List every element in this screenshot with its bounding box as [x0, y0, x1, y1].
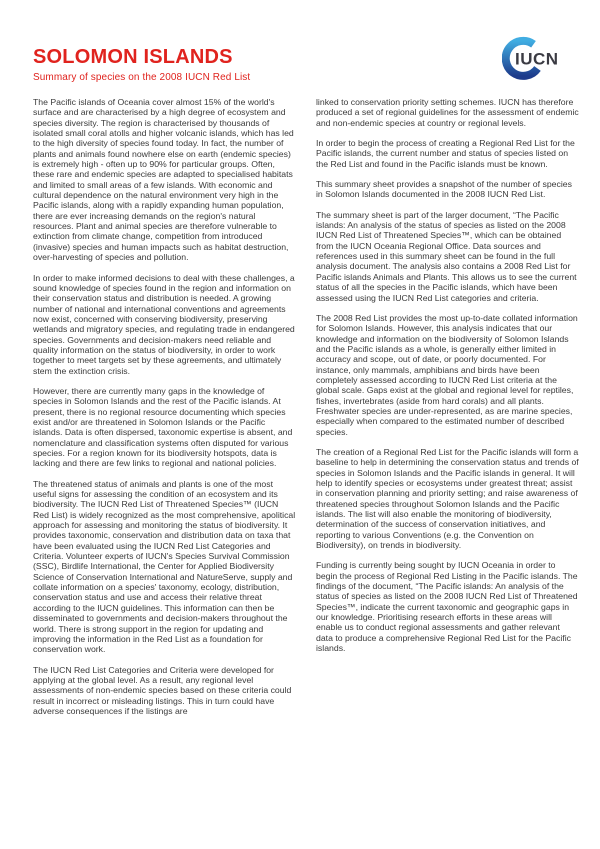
paragraph: Funding is currently being sought by IUCN Oceania in order to begin the process of Regional Red Listing in the Pacific islands. The findings of the document, “The Pacific islands: An analysis of the status of species as listed on the 2008 IUCN Red List of Threatened Species™, indicate the current taxonomic and geographic gaps in our knowledge. Prioritising research efforts in these areas will enable us to conduct regional assessments and gather relevant data to produce a comprehensive Regional Red List for the Pacific islands.: [316, 560, 578, 654]
body-columns: [33, 97, 579, 726]
paragraph: In order to begin the process of creating a Regional Red List for the Pacific islands, the current number and status of species listed on the Red List and found in the Pacific islands must be known.: [316, 138, 575, 169]
paragraph: The 2008 Red List provides the most up-to-date collated information for Solomon Islands. However, this analysis indicates that our knowledge and information on the biodiversity of Solomon Islands and the Pacific islands as a whole, is generally either limited in accuracy and scope, out of date, or poorly documented. For instance, only mammals, amphibians and birds have been completely assessed according to IUCN Red List criteria at the global scale. Gaps exist at the global and regional level for reptiles, fishes, invertebrates (aside from hard corals) and all plants. Freshwater species are under-represented, as are marine species, especially when compared to the estimated number of described species.: [316, 312, 578, 437]
paragraph: The threatened status of animals and plants is one of the most useful signs for assessing the condition of an ecosystem and its biodiversity. The IUCN Red List of Threatened Species™ (IUCN Red List) is widely recognized as the most comprehensive, apolitical approach for assessing and monitoring the status of biodiversity. It provides taxonomic, conservation and distribution data on taxa that have been evaluated using the IUCN Red List Categories and Criteria. Volunteer experts of IUCN's Species Survival Commission (SSC), Birdlife International, the Center for Applied Biodiversity Science of Conservation International and NatureServe, supply and collate information on a species' taxonomy, ecology, distribution, conservation status and use and access their relative threat according to the IUCN guidelines. This information can then be disseminated to governments and decision-makers throughout the world. There is strong support in the region for updating and improving the information in the Red List as a foundation for conservation work.: [33, 478, 296, 655]
paragraph: This summary sheet provides a snapshot of the number of species in Solomon Islands documented in the 2008 IUCN Red List.: [316, 179, 572, 200]
right-column: [316, 97, 579, 726]
paragraph: The Pacific islands of Oceania cover almost 15% of the world's surface and are characterised by a high degree of ecosystem and species diversity. The region is characterised by thousands of isolated small coral atolls and higher volcanic islands, which has led to the high diversity of species found today. In fact, the number of plants and animals found nowhere else on earth (endemic species) is extremely high - often up to 90% for particular groups. Often, these rare and endemic species are adapted to specialised habitats and limited to small areas of a few islands. With economic and cultural dependence on the natural environment very high in the Pacific islands, along with a rapidly expanding human population, there are ever increasing demands on the region's natural resources. Plant and animal species are therefore vulnerable to extinction from climate change, competition from introduced (invasive) species and human impacts such as habitat destruction, over-harvesting of species and pollution.: [33, 97, 294, 263]
paragraph: In order to make informed decisions to deal with these challenges, a sound knowledge of species found in the region and information on their conservation status and distribution is needed. A growing number of national and international conventions and agreements now exist, concerned with conserving biodiversity, preserving wetlands and migratory species, and regulating trade in endangered species. Governments and decision-makers need reliable and quality information on the status of biodiversity, in order to work together to meet targets set by these agreements, and ultimately stem the extinction crisis.: [33, 272, 295, 376]
page-subtitle: Summary of species on the 2008 IUCN Red List: [33, 72, 251, 83]
paragraph: The creation of a Regional Red List for the Pacific islands will form a baseline to help in determining the conservation status and trends of species in Solomon Islands and the Pacific islands in general. It will help to identify species or ecosystems under greatest threat; assist in conservation planning and priority setting; and raise awareness of threatened species throughout Solomon Islands and the Pacific islands. The list will also enable the monitoring of biodiversity, determination of the success of conservation initiatives, and reporting to various Conventions (e.g. the Convention on Biodiversity), on trends in biodiversity.: [316, 446, 579, 551]
iucn-logo: [502, 32, 580, 86]
paragraph: linked to conservation priority setting schemes. IUCN has therefore produced a set of regional guidelines for the assessment of endemic and non-endemic species at country or regional levels.: [316, 97, 579, 128]
page-title: SOLOMON ISLANDS: [33, 46, 233, 68]
iucn-logo-text: IUCN: [515, 49, 559, 69]
paragraph: The IUCN Red List Categories and Criteria were developed for applying at the global level. As a result, any regional level assessments of non-endemic species based on these criteria could result in incorrect or misleading listings. This in turn could have adverse consequences if the listings are: [33, 664, 292, 716]
left-column: [33, 97, 296, 726]
paragraph: However, there are currently many gaps in the knowledge of species in Solomon Islands and the rest of the Pacific islands. At present, there is no regional resource documenting which species exist and/or are threatened in Solomon Islands or the Pacific islands. Data is often dispersed, taxonomic expertise is absent, and nomenclature and classification systems often disputed for various species. For a region known for its biodiversity hotspots, data is lacking and there are few links to regional and national policies.: [33, 385, 293, 469]
header: [33, 46, 250, 83]
paragraph: The summary sheet is part of the larger document, “The Pacific islands: An analysis of the status of species as listed on the 2008 IUCN Red List of Threatened Species™, which can be obtained from the IUCN Oceania Regional Office. Data sources and references used in this summary sheet can be found in the full analysis document. The analysis also contains a 2008 Red List for Pacific islands Animals and Plants. This allows us to see the current status of all the species in the Pacific islands, which have been assessed using the IUCN Red List categories and criteria.: [316, 209, 577, 303]
